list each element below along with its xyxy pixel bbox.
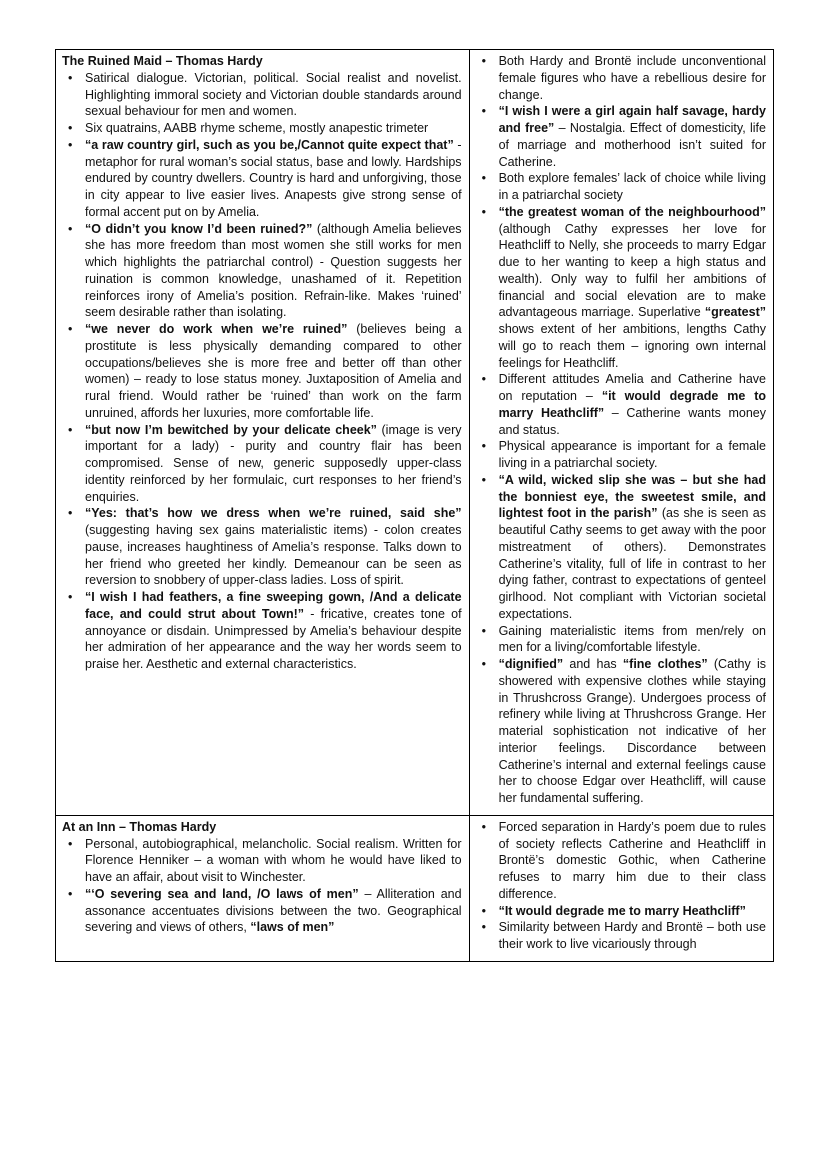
note-text: Personal, autobiographical, melancholic. Social realism. Written for Florence Henniker – a woman with whom he would have liked to have an affair, about visit to Winchester. [85,836,462,884]
quote-text: “A wild, wicked slip she was – but she had the bonniest eye, the sweetest smile, and lightest foot in the parish” [498,472,766,521]
quote-text: “Yes: that’s how we dress when we’re ruined, said she” [85,506,462,521]
quote-text: “It would degrade me to marry Heathcliff” [498,903,746,918]
note-text: – Alliteration and assonance accentuates divisions between the two. Geographical severing and views of others, [85,886,462,935]
quote-text: “O didn’t you know I’d been ruined?” [85,221,313,236]
note-text: – Nostalgia. Effect of domesticity, life of marriage and motherhood isn’t suited for Catherine. [498,121,766,169]
quote-text: “dignified” [498,657,564,671]
note-text: Forced separation in Hardy’s poem due to rules of society reflects Catherine and Heathcliff in Brontë’s domestic Gothic, when Catherine refuses to marry him due to their class difference. [498,819,766,901]
notes-cell-left [56,815,470,961]
bullet-item [61,321,462,422]
bullet-list [61,70,462,673]
notes-cell-right [469,50,773,816]
note-text: (image is very important for a lady) - purity and country flair has been compromised. Sense of new, generic supposedly upper-class identity reinforced by her formulaic, curt responses to her friend’s enquiries. [85,422,462,504]
bullet-item [61,836,462,886]
section-title: At an Inn – Thomas Hardy [62,819,217,834]
note-text: Physical appearance is important for a female living in a patriarchal society. [498,439,766,470]
bullet-item [475,438,766,472]
bullet-item [475,919,766,953]
bullet-item [61,589,462,673]
quote-text: “it would degrade me to marry Heathcliff” [498,389,767,420]
bullet-item [61,221,462,322]
notes-cell-right [469,815,773,961]
notes-table [55,49,774,962]
bullet-item [61,70,462,120]
bullet-item [475,204,766,372]
bullet-list [475,819,766,953]
notes-row [56,50,774,816]
quote-text: “we never do work when we’re ruined” [85,322,348,336]
note-text: Different attitudes Amelia and Catherine have on reputation – [498,372,766,403]
note-text: Satirical dialogue. Victorian, political. Social realist and novelist. Highlighting immoral society and Victorian double standards around sexual behaviour for men and women. [85,70,462,119]
notes-cell-left [56,50,470,816]
note-text: (as she is seen as beautiful Cathy seems to get away with the poor mistreatment of others). Demonstrates Catherine’s vitality, full of life in contrast to her dying father, contrast to expectations of genteel girlhood. Not compliant with Victorian societal expectations. [498,506,767,621]
bullet-item [475,623,766,657]
note-text: (believes being a prostitute is less physically demanding compared to other occupations/believes she is more free and better off than other women) – ready to lose status money. Juxtaposition of Amelia and rural friend. Would rather be ‘ruined’ than work on the farm unruined, affords her luxuries, more comfortable life. [85,322,462,420]
bullet-item [475,903,766,920]
note-text: (although Amelia believes she has more freedom than most women she still works for men which highlights the patriarchal control) - Question suggests her ruination is common knowledge, unashamed of it. Repetition reinforces irony of Amelia’s position. Refrain-like. Makes ‘ruined’ seem desirable rather than isolating. [85,221,462,320]
note-text: Six quatrains, AABB rhyme scheme, mostly anapestic trimeter [85,121,429,135]
note-text: shows extent of her ambitions, lengths Cathy will go to reach them – ignoring own internal feelings for Heathcliff. [498,322,766,370]
bullet-item [61,120,462,137]
note-text: Gaining materialistic items from men/rely on men for a living/comfortable lifestyle. [498,623,766,655]
note-text: (suggesting having sex gains materialistic items) - colon creates pause, increases haughtiness of Amelia’s response. Talks down to her friend who greeted her kindly. Demeanour can be seen as reversion to snobbery of upper-class ladies. Loss of spirit. [85,523,462,588]
bullet-item [475,472,766,623]
section-title: The Ruined Maid – Thomas Hardy [62,54,263,68]
bullet-item [475,170,766,204]
notes-row [56,815,774,961]
bullet-item [475,819,766,903]
note-text: (although Cathy expresses her love for Heathcliff to Nelly, she proceeds to marry Edgar due to her wanting to keep a high status and wealth). Only way to fulfil her ambitions of financial and social elevation are to make advantageous marriage. Superlative [498,221,766,320]
bullet-item [475,53,766,103]
bullet-list [475,53,766,807]
quote-text: “laws of men” [250,920,335,935]
note-text: and has [563,657,623,671]
note-text: Both Hardy and Brontë include unconventional female figures who have a rebellious desire for change. [498,54,766,102]
bullet-item [61,422,462,506]
bullet-item [61,886,462,936]
note-text: (Cathy is showered with expensive clothes while staying in Thrushcross Grange). Undergoes process of refinery while living at Thrushcross Grange. Her material sophistication not indicative of her interior feelings. Discordance between Catherine’s internal and external feelings cause her to choose Edgar over Heathcliff, will cause her fundamental suffering. [498,657,766,805]
bullet-item [475,656,766,807]
bullet-list [61,836,462,937]
notes-table-body [56,50,774,962]
bullet-item [475,371,766,438]
quote-text: “a raw country girl, such as you be,/Cannot quite expect that” [85,137,454,152]
quote-text: “I wish I had feathers, a fine sweeping gown, /And a delicate face, and could strut about Town!” [85,590,462,621]
quote-text: “I wish I were a girl again half savage, hardy and free” [498,104,766,135]
note-text: - metaphor for rural woman’s social status, base and lowly. Hardships endured by country dwellers. Country is hard and unforgiving, those in city appear to live easier lives. Anapests give strong sense of formal accent put on by Amelia. [85,137,462,219]
quote-text: “‘O severing sea and land, /O laws of men” [85,886,359,901]
quote-text: “fine clothes” [622,657,708,671]
bullet-item [61,137,462,221]
quote-text: “greatest” [704,305,766,320]
bullet-item [61,505,462,589]
quote-text: “the greatest woman of the neighbourhood” [498,204,766,219]
note-text: - fricative, creates tone of annoyance or disdain. Unimpressed by Amelia’s behaviour despite her admiration of her appearance and the way her words seem to praise her. Aesthetic and external characteristics. [85,606,462,671]
note-text: Similarity between Hardy and Brontë – both use their work to live vicariously through [498,920,766,951]
bullet-item [475,103,766,170]
note-text: Both explore females’ lack of choice while living in a patriarchal society [498,171,766,202]
quote-text: “but now I’m bewitched by your delicate cheek” [85,422,377,437]
note-text: – Catherine wants money and status. [498,405,766,437]
